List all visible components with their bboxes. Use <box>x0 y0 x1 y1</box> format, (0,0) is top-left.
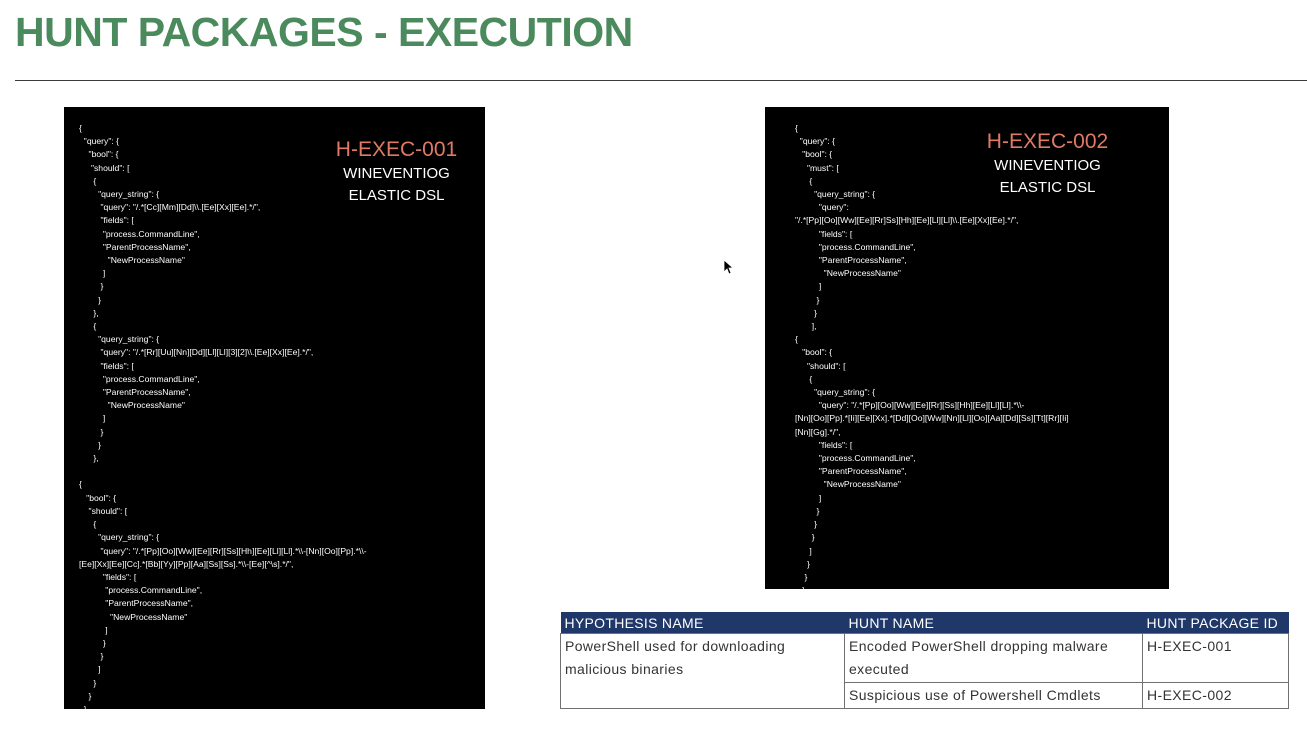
column-header-hunt-name: HUNT NAME <box>845 612 1143 634</box>
column-header-hunt-package-id: HUNT PACKAGE ID <box>1143 612 1289 634</box>
page-title: HUNT PACKAGES - EXECUTION <box>15 9 633 55</box>
panel-label <box>960 129 1135 199</box>
table-header-row <box>561 612 1289 634</box>
query-panel-h-exec-001 <box>64 107 485 728</box>
query-language-label: ELASTIC DSL <box>348 187 445 204</box>
hunt-name-cell: Encoded PowerShell dropping malware executed <box>845 634 1143 683</box>
hunt-name-cell: Suspicious use of Powershell Cmdlets <box>845 683 1143 709</box>
log-source-label: WINEVENTIOG <box>343 165 450 182</box>
elastic-dsl-query-code: { "query": { "bool": { "must": [ { "query_string": { "query": "/.*[Pp][Oo][Ww][Ee][Rr]Ss][Hh][Ee][Ll][Ll]\\.[Ee][Xx][Ee].*/", "fields": [ "process.CommandLine", "ParentProcessName", "NewProcessName" ] } } ], { "bool": { "should": [ { "query_string": { "query": "/.*[Pp][Oo][Ww][Ee][Rr][Ss][Hh][Ee][Ll][Ll].*\\- [Nn][Oo][Pp].*[Ii][Ee][Xx].*[Dd][Oo][Ww][Nn][Ll][Oo][Aa][Dd][Ss][Tt][Rr][Ii] [Nn][Gg].*/", "fields": [ "process.CommandLine", "ParentProcessName", "NewProcessName" ] } } } ] } } } } <box>795 123 1069 609</box>
log-source-label: WINEVENTIOG <box>994 157 1101 174</box>
hunt-package-id-cell: H-EXEC-001 <box>1143 634 1289 683</box>
title-divider <box>15 80 1307 81</box>
hypothesis-name-cell: PowerShell used for downloading malicious binaries <box>561 634 845 709</box>
hunt-package-id-cell: H-EXEC-002 <box>1143 683 1289 709</box>
hunt-package-table <box>560 612 1289 709</box>
column-header-hypothesis-name: HYPOTHESIS NAME <box>561 612 845 634</box>
mouse-pointer-icon <box>723 259 733 275</box>
table-row <box>561 634 1289 683</box>
hunt-package-id-label: H-EXEC-001 <box>335 138 458 161</box>
hunt-package-id-label: H-EXEC-002 <box>986 130 1109 153</box>
elastic-dsl-query-code: { "query": { "bool": { "should": [ { "query_string": { "query": "/.*[Cc][Mm][Dd]\\.[Ee][Xx][Ee].*/", "fields": [ "process.CommandLine", "ParentProcessName", "NewProcessName" ] } } }, { "query_string": { "query": "/.*[Rr][Uu][Nn][Dd][Ll][Ll][3][2]\\.[Ee][Xx][Ee].*/", "fields": [ "process.CommandLine", "ParentProcessName", "NewProcessName" ] } } }, { "bool": { "should": [ { "query_string": { "query": "/.*[Pp][Oo][Ww][Ee][Rr][Ss][Hh][Ee][Ll][Ll].*\\-[Nn][Oo][Pp].*\\- [Ee][Xx][Ee][Cc].*[Bb][Yy][Pp][Aa][Ss][Ss].*\\-[Ee][^\s].*/", "fields": [ "process.CommandLine", "ParentProcessName", "NewProcessName" ] } } ] } } } } <box>79 123 367 728</box>
query-language-label: ELASTIC DSL <box>999 179 1096 196</box>
panel-label <box>309 137 484 207</box>
query-panel-h-exec-002 <box>765 107 1169 609</box>
